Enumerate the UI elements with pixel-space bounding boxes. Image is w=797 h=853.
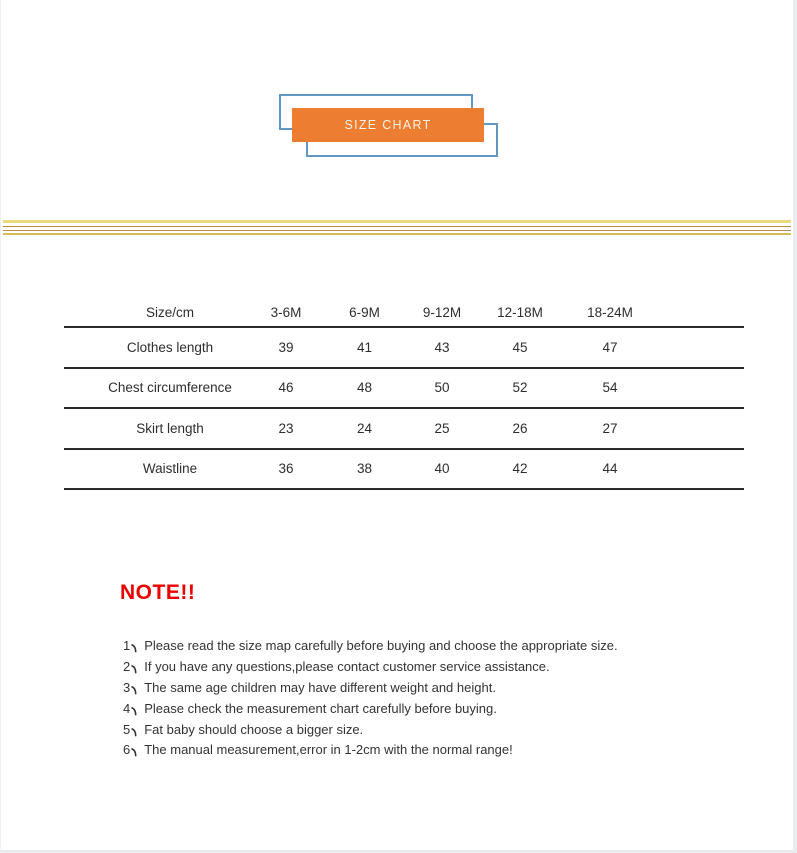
size-value: 39 [278,339,294,355]
row-label: Waistline [142,461,198,477]
ideographic-comma-icon [131,728,137,737]
size-value: 45 [512,339,528,355]
ideographic-comma-icon [131,644,137,653]
row-label: Chest circumference [108,380,232,396]
size-value: 46 [278,380,294,396]
note-number: 5 [123,721,131,737]
size-table [64,298,744,490]
note-item [123,656,618,677]
size-value: 38 [356,461,373,477]
note-heading: NOTE!! [120,581,196,604]
row-filler-cell [661,328,744,367]
divider-line-gold-bottom [3,233,791,235]
table-header-row [64,298,744,328]
table-row [64,409,744,450]
note-text: Please read the size map carefully before buying and choose the appropriate size. [144,637,618,653]
column-header: 12-18M [497,304,543,320]
column-header: 18-24M [587,304,633,320]
table-row [64,328,744,369]
divider-line-yellow-top [3,220,791,223]
size-value: 24 [356,420,373,436]
size-chart-title-banner [292,108,484,142]
header-filler-cell [661,298,744,326]
note-number: 2 [123,658,131,674]
size-value: 27 [602,420,618,436]
table-row [64,450,744,491]
size-value: 41 [356,339,373,355]
column-header: Size/cm [145,304,194,320]
size-value: 48 [356,380,373,396]
table-row [64,369,744,410]
note-item [123,698,618,719]
column-header: 3-6M [270,304,302,320]
row-label: Clothes length [126,339,214,355]
decor-divider [3,220,791,235]
size-value: 36 [278,461,294,477]
size-value: 40 [434,461,450,477]
note-number: 3 [123,679,131,695]
ideographic-comma-icon [131,748,137,757]
row-filler-cell [661,450,744,489]
size-value: 42 [512,461,528,477]
note-number: 6 [123,742,131,758]
size-value: 43 [434,339,450,355]
size-value: 25 [434,420,450,436]
size-value: 47 [602,339,618,355]
note-number: 4 [123,700,131,716]
row-label: Skirt length [136,420,204,436]
note-text: The manual measurement,error in 1-2cm with the normal range! [144,742,513,758]
note-list [123,635,618,760]
ideographic-comma-icon [131,707,137,716]
note-number: 1 [123,637,131,653]
divider-line-brown-double [3,226,791,231]
page-title: SIZE CHART [344,118,432,132]
note-item [123,739,618,760]
note-text: Please check the measurement chart carefully before buying. [144,700,497,716]
size-value: 52 [512,380,528,396]
size-value: 23 [278,420,294,436]
size-value: 26 [512,420,528,436]
note-item [123,677,618,698]
ideographic-comma-icon [131,665,137,674]
column-header: 9-12M [422,304,462,320]
row-filler-cell [661,369,744,408]
note-item [123,719,618,740]
size-value: 50 [434,380,450,396]
ideographic-comma-icon [131,686,137,695]
note-item [123,635,618,656]
note-text: Fat baby should choose a bigger size. [144,721,364,737]
note-text: The same age children may have different weight and height. [144,679,496,695]
note-text: If you have any questions,please contact customer service assistance. [144,658,550,674]
column-header: 6-9M [349,304,380,320]
size-value: 44 [602,461,618,477]
size-value: 54 [602,380,618,396]
row-filler-cell [661,409,744,448]
